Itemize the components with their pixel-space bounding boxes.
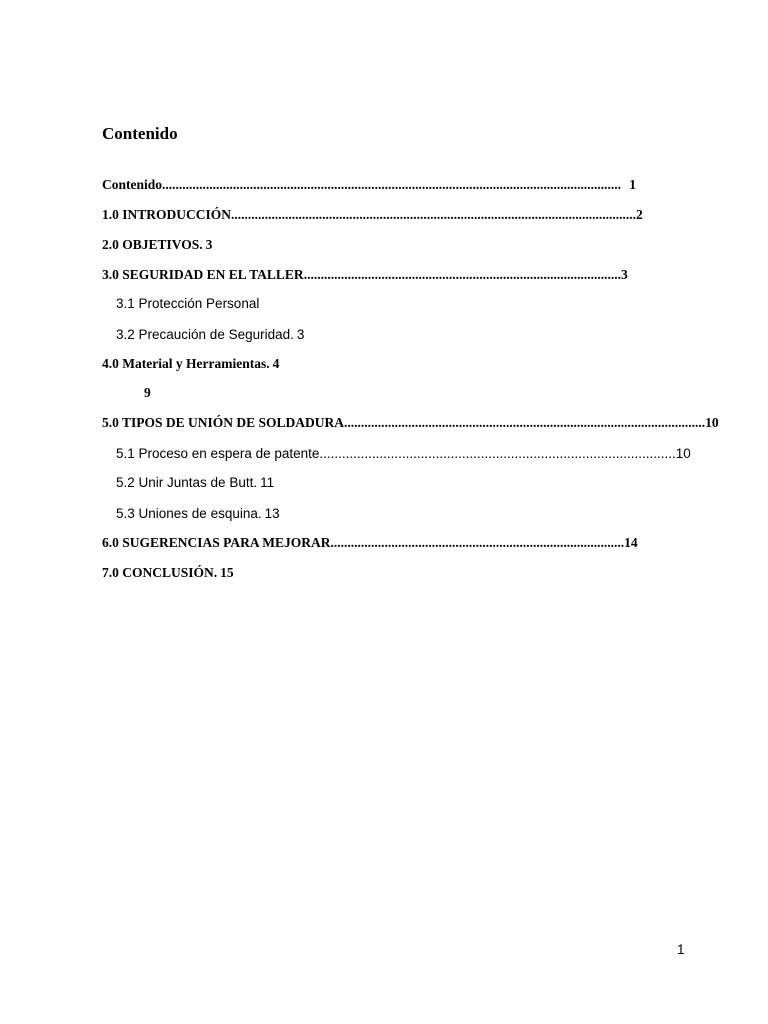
toc-entry-proceso-patente[interactable] — [116, 445, 691, 463]
toc-entry-label: Contenido — [102, 177, 163, 192]
toc-entry-contenido[interactable] — [102, 176, 636, 194]
toc-page-number: 3 — [205, 237, 213, 252]
toc-leader: ............................................................................................... — [319, 446, 676, 461]
toc-leader: ........................................................................................................................ — [231, 207, 637, 222]
toc-entry-introduccion[interactable] — [102, 206, 643, 224]
toc-entry-objetivos[interactable] — [102, 236, 212, 254]
toc-entry-uniones-esquina[interactable] — [116, 505, 280, 523]
toc-entry-material-herramientas[interactable] — [102, 355, 279, 373]
toc-entry-label: 9 — [144, 385, 151, 400]
toc-page-number: 3 — [620, 267, 628, 282]
toc-page-number: 10 — [705, 415, 719, 430]
toc-page-number: 1 — [629, 177, 636, 192]
toc-entry-proteccion-personal[interactable] — [116, 295, 262, 313]
toc-entry-label: 5.3 Uniones de esquina. — [116, 506, 262, 521]
toc-entry-label: 5.0 TIPOS DE UNIÓN DE SOLDADURA — [102, 415, 345, 430]
toc-leader: ........................................................................................................... — [344, 415, 706, 430]
toc-page-number: 4 — [272, 356, 280, 371]
toc-entry-label: 5.2 Unir Juntas de Butt. — [116, 475, 258, 490]
toc-entry-sugerencias[interactable] — [102, 534, 638, 552]
toc-page-number: 3 — [296, 327, 305, 342]
toc-entry-label: 3.1 Protección Personal — [116, 296, 260, 311]
toc-entry-label: 4.0 Material y Herramientas. — [102, 356, 270, 371]
toc-page-number: 10 — [675, 446, 691, 461]
toc-entry-tipos-union[interactable] — [102, 414, 719, 432]
toc-entry-seguridad-taller[interactable] — [102, 266, 628, 284]
toc-entry-label: 3.0 SEGURIDAD EN EL TALLER — [102, 267, 304, 282]
toc-entry-nine[interactable] — [144, 384, 154, 402]
toc-page-number: 15 — [220, 565, 234, 580]
toc-leader: .............................................................................................. — [303, 267, 621, 282]
toc-entry-label: 1.0 INTRODUCCIÓN — [102, 207, 232, 222]
toc-entry-label: 2.0 OBJETIVOS. — [102, 237, 203, 252]
page-number: 1 — [677, 942, 685, 957]
toc-entry-label: 5.1 Proceso en espera de patente — [116, 446, 320, 461]
toc-entry-conclusion[interactable] — [102, 564, 234, 582]
toc-entry-precaucion-seguridad[interactable] — [116, 326, 304, 344]
toc-entry-label: 6.0 SUGERENCIAS PARA MEJORAR — [102, 535, 331, 550]
toc-leader: ........................................................................................................................................ — [162, 177, 622, 192]
toc-heading: Contenido — [102, 124, 178, 143]
toc-entry-label: 3.2 Precaución de Seguridad. — [116, 327, 294, 342]
toc-entry-juntas-butt[interactable] — [116, 474, 274, 492]
toc-entry-label: 7.0 CONCLUSIÓN. — [102, 565, 218, 580]
toc-page-number: 2 — [636, 207, 643, 222]
toc-page-number: 13 — [264, 506, 280, 521]
toc-page-number: 14 — [624, 535, 638, 550]
toc-leader: ....................................................................................... — [330, 535, 625, 550]
toc-page-number: 11 — [260, 475, 275, 490]
